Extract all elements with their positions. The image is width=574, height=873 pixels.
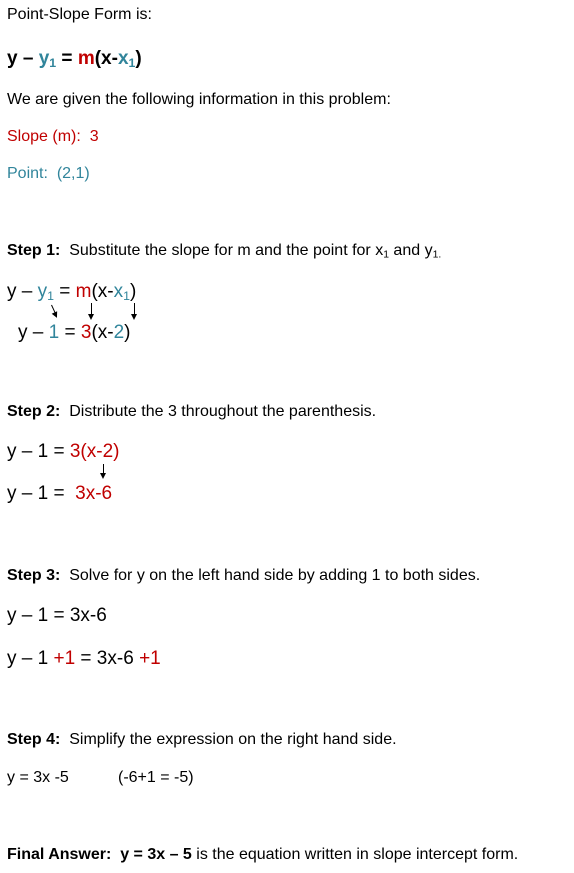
subst-two: 2 <box>113 322 125 343</box>
final-answer: Final Answer: y = 3x – 5 is the equation written in slope intercept form. <box>7 846 519 863</box>
slope-value: 3 <box>89 128 99 145</box>
step1-m: m <box>75 281 92 302</box>
step4-label: Step 4: <box>7 731 61 748</box>
step2-line1: y – 1 = 3(x-2) <box>7 441 120 462</box>
step3-label: Step 3: <box>7 567 61 584</box>
step3-line2: y – 1 +1 = 3x-6 +1 <box>7 648 161 669</box>
formula-y1: $y_1$ <box>38 48 57 71</box>
subst-one: 1 <box>48 322 60 343</box>
step1-x1: $x_1$ <box>113 281 131 304</box>
formula-m: m <box>77 48 95 69</box>
point-label: Point: <box>7 165 48 182</box>
arrow-distribute-down <box>103 464 104 474</box>
step1-label: Step 1: <box>7 242 61 259</box>
step1-instruction: Step 1: Substitute the slope for m and the point for $x_1$ and $y_{1.}$ <box>7 242 442 261</box>
step4-note: (-6+1 = -5) <box>118 769 194 786</box>
step1-substituted: y – 1 = 3(x-2) <box>18 322 131 343</box>
arrow-m-down <box>91 303 92 315</box>
step4-instruction: Step 4: Simplify the expression on the right hand side. <box>7 731 397 748</box>
point-value: (2,1) <box>56 165 90 182</box>
formula-y: y – <box>7 48 39 69</box>
final-label: Final Answer: <box>7 846 112 863</box>
slope-label: Slope (m): <box>7 128 81 145</box>
point-line <box>7 165 90 183</box>
slope-line <box>7 128 99 146</box>
arrow-y1-down <box>51 305 56 314</box>
step2-instruction: Step 2: Distribute the 3 throughout the parenthesis. <box>7 403 377 420</box>
step1-y1: $y_1$ <box>37 281 54 304</box>
step2-label: Step 2: <box>7 403 61 420</box>
subst-three: 3 <box>80 322 92 343</box>
step3-instruction: Step 3: Solve for y on the left hand side by adding 1 to both sides. <box>7 567 481 584</box>
point-slope-heading: Point-Slope Form is: <box>7 6 152 23</box>
arrow-x1-down <box>134 303 135 315</box>
step1-formula: $y - y_1 = m(x-x_1)$ <box>7 281 137 304</box>
formula-x1: $x_1$ <box>117 48 136 71</box>
step4-result: y = 3x -5 <box>7 769 69 786</box>
final-equation: y = 3x – 5 <box>120 846 192 863</box>
step3-line1: y – 1 = 3x-6 <box>7 605 107 626</box>
given-info-text: We are given the following information in this problem: <box>7 91 391 108</box>
point-slope-formula: $y - y_1 = m(x-x_1)$ <box>7 48 142 71</box>
step2-line2: y – 1 = 3x-6 <box>7 483 113 504</box>
